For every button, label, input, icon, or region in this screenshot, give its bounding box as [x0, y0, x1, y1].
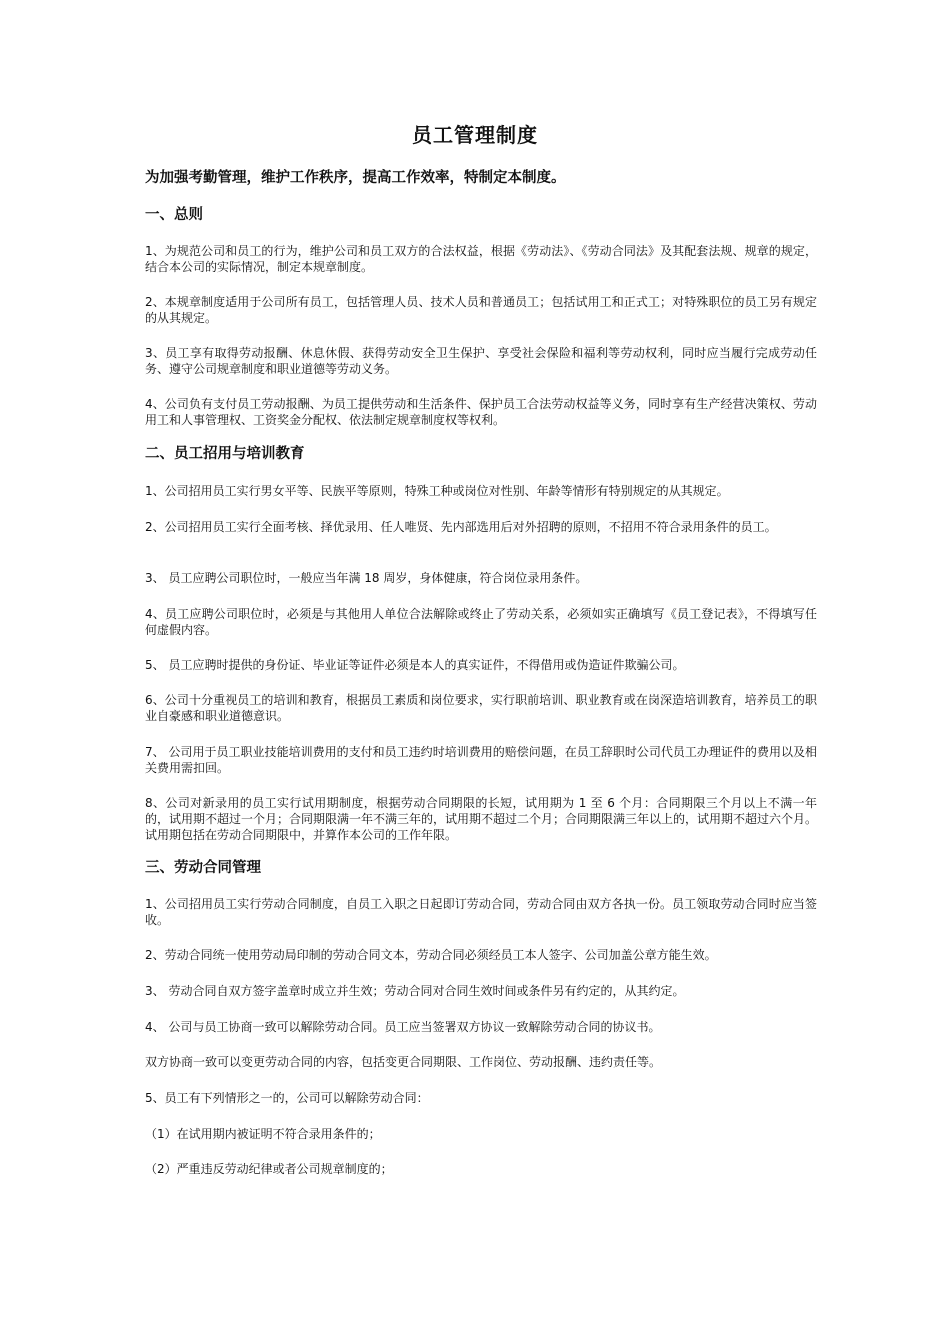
- paragraph: 3、 员工应聘公司职位时，一般应当年满 18 周岁，身体健康，符合岗位录用条件。: [145, 571, 588, 585]
- paragraph: 4、员工应聘公司职位时，必须是与其他用人单位合法解除或终止了劳动关系，必须如实正确填写《员工登记表》，不得填写任何虚假内容。: [145, 607, 817, 637]
- paragraph: 2、公司招用员工实行全面考核、择优录用、任人唯贤、先内部选用后对外招聘的原则，不招用不符合录用条件的员工。: [145, 520, 777, 534]
- paragraph: 1、公司招用员工实行男女平等、民族平等原则，特殊工种或岗位对性别、年龄等情形有特别规定的从其规定。: [145, 484, 729, 498]
- paragraph: 3、员工享有取得劳动报酬、休息休假、获得劳动安全卫生保护、享受社会保险和福利等劳动权利，同时应当履行完成劳动任务、遵守公司规章制度和职业道德等劳动义务。: [145, 346, 817, 376]
- document-title: 员工管理制度: [412, 123, 538, 147]
- paragraph: （2）严重违反劳动纪律或者公司规章制度的；: [145, 1162, 393, 1176]
- paragraph: 4、公司负有支付员工劳动报酬、为员工提供劳动和生活条件、保护员工合法劳动权益等义务，同时享有生产经营决策权、劳动用工和人事管理权、工资奖金分配权、依法制定规章制度权等权利。: [145, 397, 817, 427]
- paragraph: 5、 员工应聘时提供的身份证、毕业证等证件必须是本人的真实证件，不得借用或伪造证件欺骗公司。: [145, 658, 685, 672]
- paragraph: 3、 劳动合同自双方签字盖章时成立并生效；劳动合同对合同生效时间或条件另有约定的，从其约定。: [145, 984, 685, 998]
- paragraph: 6、公司十分重视员工的培训和教育，根据员工素质和岗位要求，实行职前培训、职业教育或在岗深造培训教育，培养员工的职业自豪感和职业道德意识。: [145, 693, 817, 723]
- document-intro: 为加强考勤管理，维护工作秩序，提高工作效率，特制定本制度。: [145, 170, 566, 186]
- paragraph: 4、 公司与员工协商一致可以解除劳动合同。员工应当签署双方协议一致解除劳动合同的协议书。: [145, 1020, 661, 1034]
- paragraph: （1）在试用期内被证明不符合录用条件的；: [145, 1127, 381, 1141]
- section-heading-general: 一、总则: [145, 207, 203, 223]
- paragraph: 2、本规章制度适用于公司所有员工，包括管理人员、技术人员和普通员工；包括试用工和正式工；对特殊职位的员工另有规定的从其规定。: [145, 295, 817, 325]
- paragraph: 7、 公司用于员工职业技能培训费用的支付和员工违约时培训费用的赔偿问题，在员工辞职时公司代员工办理证件的费用以及相关费用需扣回。: [145, 745, 817, 775]
- section-heading-recruitment: 二、员工招用与培训教育: [145, 446, 305, 462]
- paragraph: 双方协商一致可以变更劳动合同的内容，包括变更合同期限、工作岗位、劳动报酬、违约责任等。: [145, 1055, 662, 1069]
- paragraph: 1、公司招用员工实行劳动合同制度，自员工入职之日起即订劳动合同，劳动合同由双方各执一份。员工领取劳动合同时应当签收。: [145, 897, 817, 927]
- section-heading-labor-contract: 三、劳动合同管理: [145, 860, 261, 876]
- paragraph: 5、员工有下列情形之一的，公司可以解除劳动合同：: [145, 1091, 429, 1105]
- paragraph: 8、公司对新录用的员工实行试用期制度，根据劳动合同期限的长短，试用期为 1 至 6 个月：合同期限三个月以上不满一年的，试用期不超过一个月；合同期限满一年不满三年的，试用期不超过二个月；合同期限满三年以上的，试用期不超过六个月。试用期包括在劳动合同期限中，并算作本公司的工作年限。: [145, 796, 818, 842]
- paragraph: 1、为规范公司和员工的行为，维护公司和员工双方的合法权益，根据《劳动法》、《劳动合同法》及其配套法规、规章的规定，结合本公司的实际情况，制定本规章制度。: [145, 244, 817, 274]
- paragraph: 2、劳动合同统一使用劳动局印制的劳动合同文本，劳动合同必须经员工本人签字、公司加盖公章方能生效。: [145, 948, 717, 962]
